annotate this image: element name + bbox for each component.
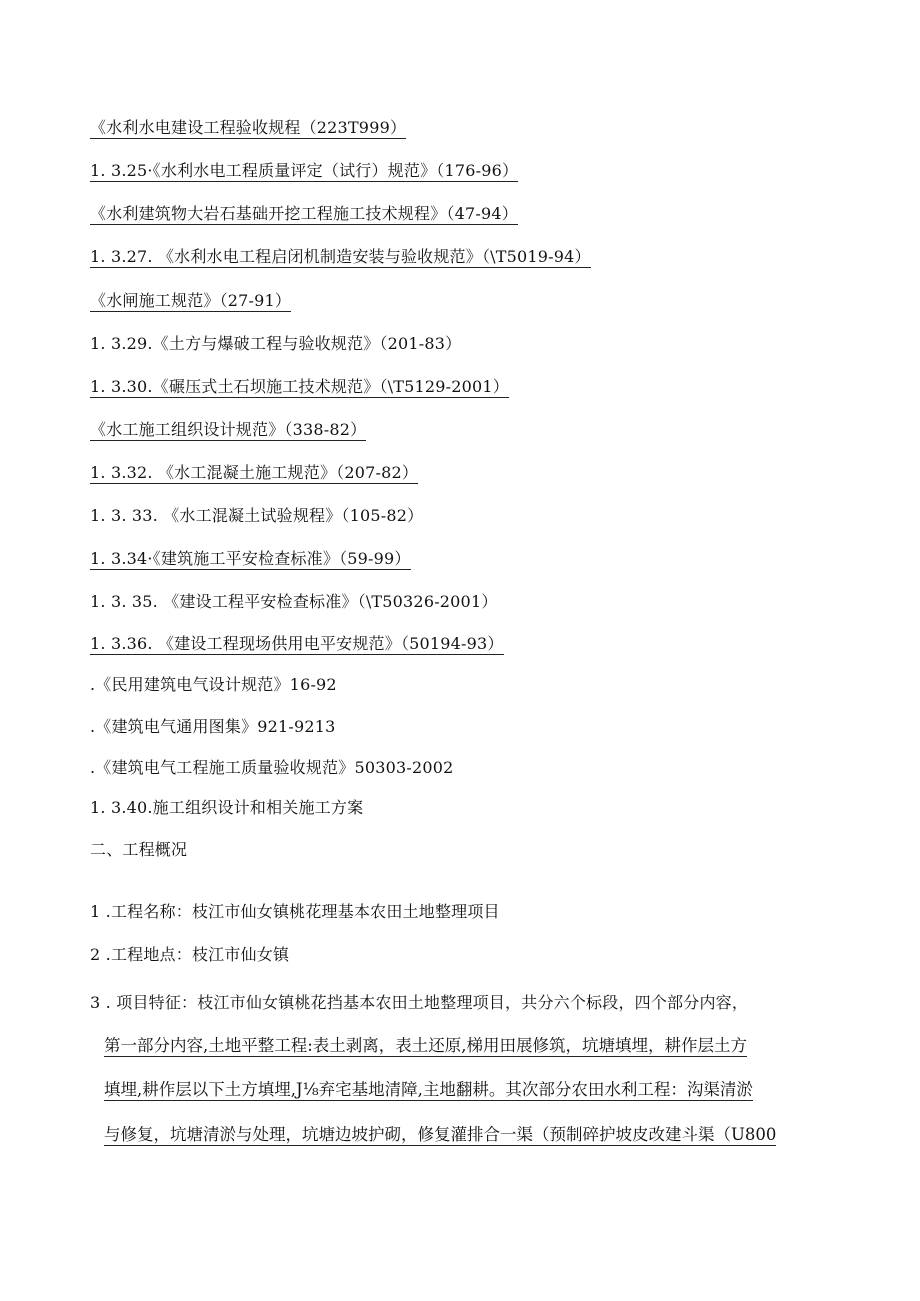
reference-item <box>90 674 337 696</box>
project-location-item: 2 .工程地点：枝江市仙女镇 <box>90 945 290 964</box>
reference-text: 1. 3.27. 《水利水电工程启闭机制造安装与验收规范》（\T5019-94） <box>90 247 591 266</box>
reference-text: .《建筑电气通用图集》921-9213 <box>90 717 336 736</box>
reference-item <box>90 160 518 182</box>
reference-text: .《民用建筑电气设计规范》16-92 <box>90 675 337 694</box>
reference-item <box>90 203 518 225</box>
reference-text: 1. 3.36. 《建设工程现场供用电平安规范》（50194-93） <box>90 634 504 653</box>
reference-text: 1. 3.32. 《水工混凝土施工规范》（207-82） <box>90 463 419 482</box>
reference-text: 《水利水电建设工程验收规程（223T999） <box>90 118 407 137</box>
reference-text: 1. 3.30.《碾压式土石坝施工技术规范》（\T5129-2001） <box>90 377 509 396</box>
reference-item <box>90 797 363 819</box>
reference-text: 《水利建筑物大岩石基础开挖工程施工技术规程》（47-94） <box>90 204 518 223</box>
reference-text: 1. 3. 35. 《建设工程平安检查标准》（\T50326-2001） <box>90 592 498 611</box>
reference-item <box>90 290 291 312</box>
section-title: 二、工程概况 <box>90 840 188 859</box>
reference-text: 1. 3.29.《土方与爆破工程与验收规范》（201-83） <box>90 334 462 353</box>
reference-item <box>90 716 336 738</box>
reference-text: .《建筑电气工程施工质量验收规范》50303-2002 <box>90 758 454 777</box>
reference-item <box>90 419 366 441</box>
paragraph-line: 第一部分内容,土地平整工程:表土剥离，表土还原,梯用田展修筑，坑塘填埋，耕作层土方 <box>104 1036 748 1055</box>
reference-text: 1. 3.25·《水利水电工程质量评定（试行）规范》（176-96） <box>90 161 519 180</box>
reference-text: 1. 3. 33. 《水工混凝土试验规程》（105-82） <box>90 506 424 525</box>
paragraph-line: 填埋,耕作层以下土方填埋,J⅛弃宅基地清障,主地翻耕。其次部分农田水利工程：沟渠清淤 <box>104 1080 753 1099</box>
reference-text: 1. 3.34·《建筑施工平安检查标准》（59-99） <box>90 549 411 568</box>
reference-item <box>90 633 504 655</box>
reference-item <box>90 505 423 527</box>
reference-item <box>90 376 509 398</box>
reference-text: 1. 3.40.施工组织设计和相关施工方案 <box>90 798 364 817</box>
reference-text: 《水工施工组织设计规范》（338-82） <box>90 420 367 439</box>
reference-item <box>90 462 418 484</box>
reference-item <box>90 757 454 779</box>
project-features-item: 3 . 项目特征：枝江市仙女镇桃花挡基本农田土地整理项目，共分六个标段，四个部分内容， <box>90 993 749 1012</box>
reference-item <box>90 246 591 268</box>
project-name-item: 1 .工程名称：枝江市仙女镇桃花理基本农田土地整理项目 <box>90 902 500 921</box>
reference-item <box>90 548 411 570</box>
paragraph-line: 与修复，坑塘清淤与处理，坑塘边坡护砌，修复灌排合一渠（预制碎护坡皮改建斗渠（U800 <box>104 1125 777 1144</box>
reference-item <box>90 333 461 355</box>
reference-text: 《水闸施工规范》（27-91） <box>90 291 292 310</box>
reference-item <box>90 591 498 613</box>
reference-item <box>90 117 406 139</box>
